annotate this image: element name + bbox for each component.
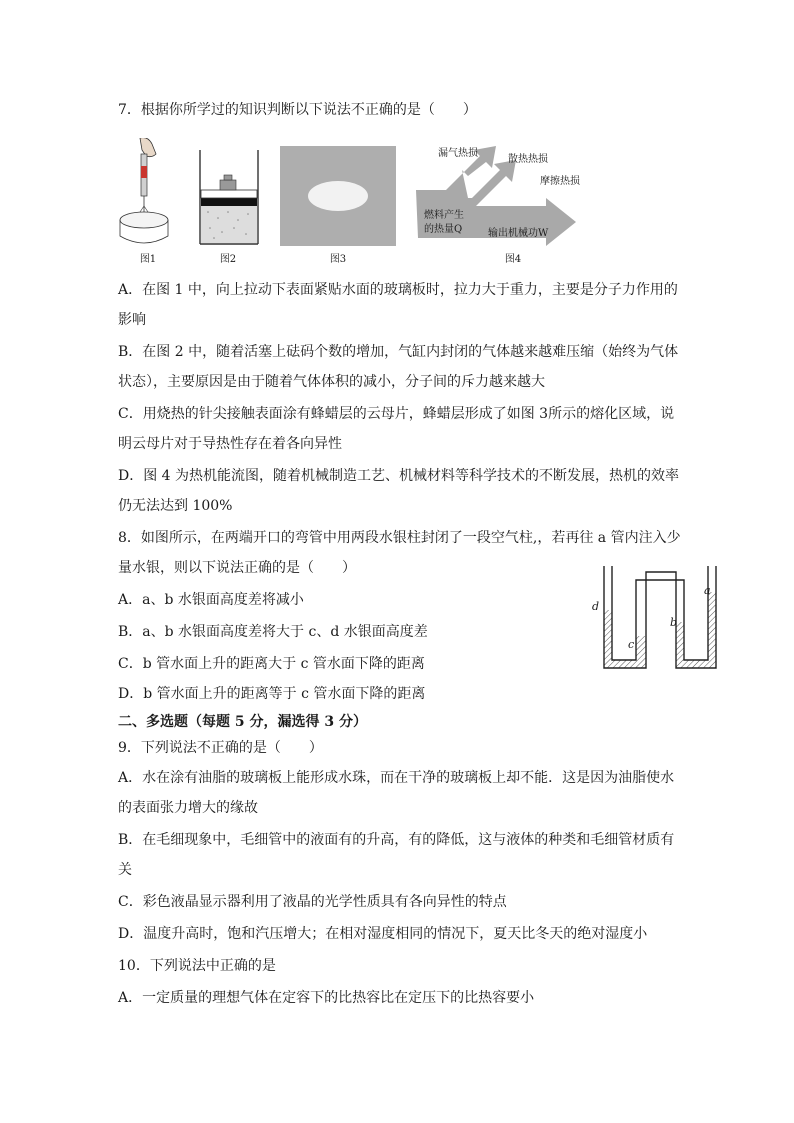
tube-label-c: c (628, 638, 635, 651)
leak-loss-label: 漏气热损 (438, 148, 478, 159)
q8-stem-line2: 量水银，则以下说法正确的是（ ） (118, 560, 356, 576)
q8-option-a: A．a、b 水银面高度差将减小 (118, 592, 304, 608)
work-output-label: 输出机械功W (488, 228, 549, 239)
q10-option-a: A．一定质量的理想气体在定容下的比热容比在定压下的比热容要小 (118, 990, 535, 1006)
q10-stem: 10．下列说法中正确的是 (118, 958, 276, 974)
q7-option-b-line1: B．在图 2 中，随着活塞上砝码个数的增加，气缸内封闭的气体越来越难压缩（始终为气体 (118, 344, 679, 360)
fuel-heat-label-2: 的热量Q (424, 224, 463, 235)
figure-4 (416, 140, 586, 248)
fig2-caption: 图2 (219, 254, 237, 265)
q9-option-c: C．彩色液晶显示器利用了液晶的光学性质具有各向异性的特点 (118, 894, 507, 910)
q9-option-b-line2: 关 (118, 862, 132, 878)
tube-label-b: b (670, 616, 678, 629)
q9-option-d: D．温度升高时，饱和汽压增大；在相对湿度相同的情况下，夏天比冬天的绝对湿度小 (118, 926, 648, 942)
q9-option-b-line1: B．在毛细现象中，毛细管中的液面有的升高，有的降低，这与液体的种类和毛细管材质有 (118, 832, 675, 848)
fuel-heat-label: 燃料产生 (424, 210, 464, 221)
dissipation-loss-label: 散热热损 (508, 154, 548, 165)
q7-option-d-line1: D．图 4 为热机能流图，随着机械制造工艺、机械材料等科学技术的不断发展，热机的效率 (118, 468, 680, 484)
q8-option-b: B．a、b 水银面高度差将大于 c、d 水银面高度差 (118, 624, 428, 640)
q7-option-c-line2: 明云母片对于导热性存在着各向异性 (118, 436, 342, 452)
piston (201, 198, 257, 206)
q7-option-b-line2: 状态），主要原因是由于随着气体体积的减小，分子间的斥力越来越大 (118, 374, 545, 390)
q8-option-c: C．b 管水面上升的距离大于 c 管水面下降的距离 (118, 656, 425, 672)
friction-loss-label: 摩擦热损 (540, 176, 580, 187)
fig1-caption: 图1 (139, 254, 157, 265)
q8-stem-line1: 8．如图所示，在两端开口的弯管中用两段水银柱封闭了一段空气柱,，若再往 a 管内注入少 (118, 530, 681, 546)
q7-option-a-line1: A．在图 1 中，向上拉动下表面紧贴水面的玻璃板时，拉力大于重力，主要是分子力作用的 (118, 282, 678, 298)
q7-option-c-line1: C．用烧热的针尖接触表面涂有蜂蜡层的云母片，蜂蜡层形成了如图 3所示的熔化区域，说 (118, 406, 675, 422)
bent-tube-figure (590, 566, 730, 670)
tube-diagram (590, 566, 730, 670)
water-dish (120, 212, 168, 228)
q7-stem: 7．根据你所学过的知识判断以下说法不正确的是（ ） (118, 102, 477, 118)
fig4-caption: 图4 (504, 254, 522, 265)
figure-1 (118, 138, 178, 248)
tube-label-a: a (704, 584, 711, 597)
q8-option-d: D．b 管水面上升的距离等于 c 管水面下降的距离 (118, 686, 426, 702)
figure-3 (280, 146, 396, 246)
figure-2 (196, 148, 262, 246)
q9-option-a-line1: A．水在涂有油脂的玻璃板上能形成水珠，而在干净的玻璃板上却不能．这是因为油脂使水 (118, 770, 675, 786)
mercury-column-right (676, 592, 716, 668)
q7-option-d-line2: 仍无法达到 100% (118, 498, 233, 514)
scale-indicator (141, 166, 147, 178)
mercury-column-left (604, 610, 646, 668)
weight-icon (220, 180, 236, 190)
q9-option-a-line2: 的表面张力增大的缘故 (118, 800, 258, 816)
q7-option-a-line2: 影响 (118, 312, 146, 328)
gas-region (201, 206, 257, 243)
tube-label-d: d (592, 600, 600, 613)
section-2-title: 二、多选题（每题 5 分，漏选得 3 分） (118, 714, 367, 730)
fig3-caption: 图3 (329, 254, 347, 265)
melted-region (308, 181, 368, 211)
q9-stem: 9．下列说法不正确的是（ ） (118, 740, 323, 756)
